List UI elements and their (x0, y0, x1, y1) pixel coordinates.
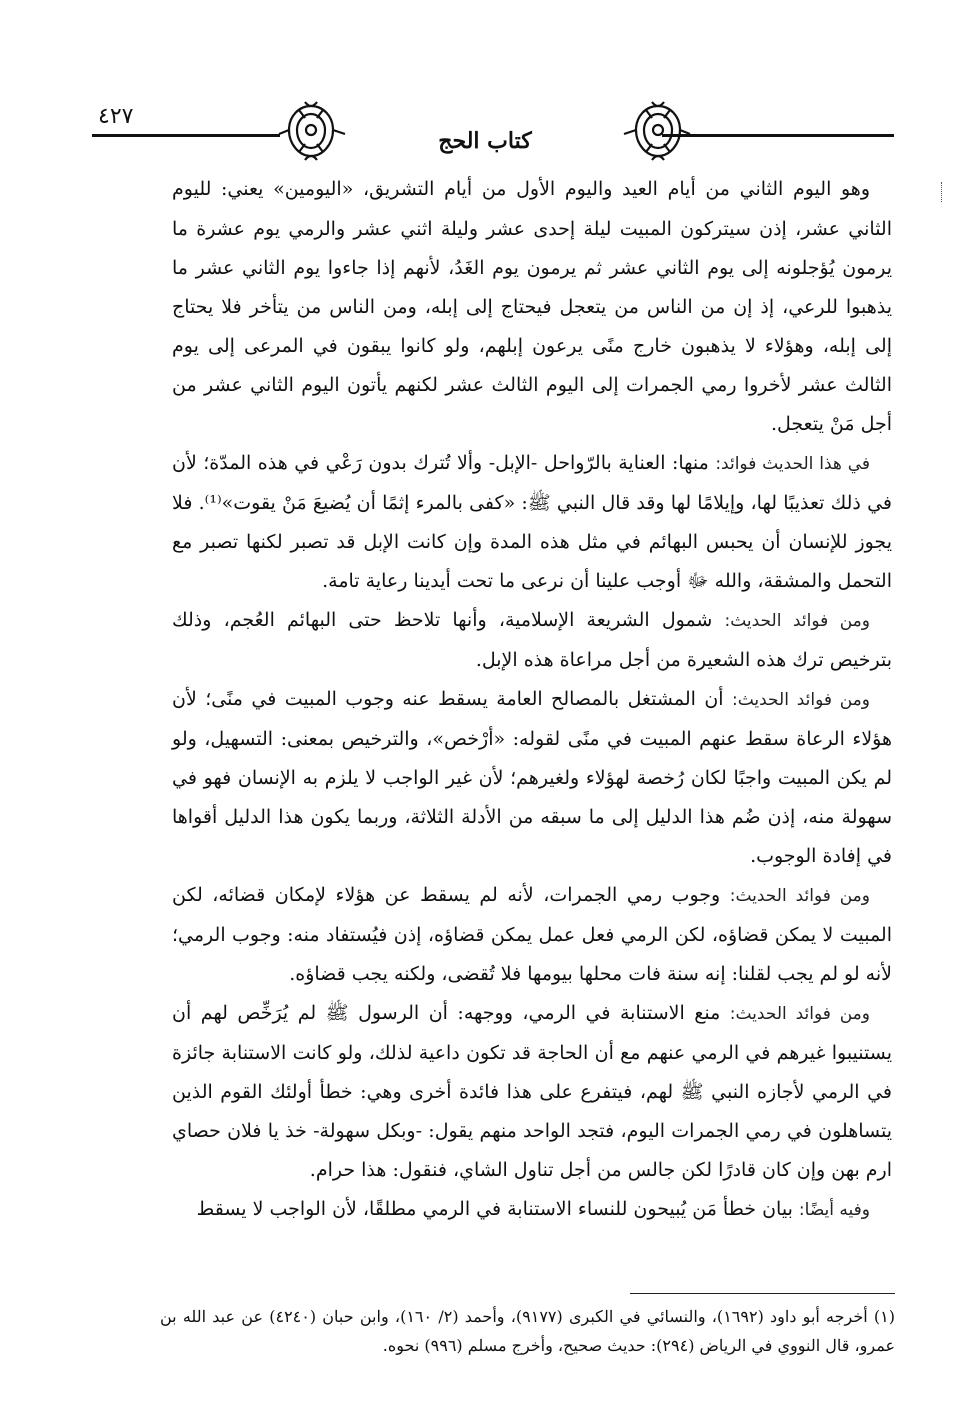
margin-mark (941, 182, 944, 202)
body-text (172, 170, 892, 1230)
paragraph-text: شمول الشريعة الإسلامية، وأنها تلاحظ حتى البهائم العُجم، وذلك بترخيص ترك هذه الشعيرة من أجل مراعاة هذه الإبل. (172, 609, 892, 671)
paragraph-4 (172, 680, 892, 876)
ornament-right-icon (622, 100, 694, 164)
paragraph-1 (172, 170, 892, 444)
paragraph-text: وجوب رمي الجمرات، لأنه لم يسقط عن هؤلاء لإمكان قضائه، لكن المبيت لا يمكن قضاؤه، لكن الرمي فعل عمل يمكن قضاؤه، إذن فيُستفاد منه: وجوب الرمي؛ لأنه لو لم يجب لقلنا: إنه سنة فات محلها بيومها فلا تُقضى، ولكنه يجب قضاؤه. (172, 884, 892, 985)
header-rule-left (92, 134, 280, 137)
page-header (80, 100, 900, 160)
paragraph-3 (172, 601, 892, 680)
paragraph-lead: ومن فوائد الحديث: (724, 611, 870, 631)
paragraph-6 (172, 994, 892, 1190)
paragraph-lead: ومن فوائد الحديث: (731, 690, 870, 710)
paragraph-text: منها: العناية بالرّواحل -الإبل- وألا تُترك بدون رَعْي في هذه المدّة؛ لأن في ذلك تعذيبًا لها، وإيلامًا لها وقد قال النبي ﷺ: «كفى بالمرء إثمًا أن يُضيعَ مَنْ يقوت»⁽¹⁾. فلا يجوز للإنسان أن يحبس البهائم في مثل هذه المدة وإن كانت الإبل قد تصبر لكنها تصبر مع التحمل والمشقة، والله ﷻ أوجب علينا أن نرعى ما تحت أيدينا رعاية تامة. (172, 452, 893, 592)
running-title: كتاب الحج (438, 128, 532, 154)
paragraph-text: منع الاستنابة في الرمي، ووجهه: أن الرسول ﷺ لم يُرَخِّص لهم أن يستنيبوا غيرهم في الرمي عنهم مع أن الحاجة قد تكون داعية لذلك، ولو كانت الاستنابة جائزة في الرمي لأجازه النبي ﷺ لهم، فيتفرع على هذا فائدة أخرى وهي: خطأ أولئك القوم الذين يتساهلون في رمي الجمرات اليوم، فتجد الواحد منهم يقول: -وبكل سهولة- خذ يا فلان حصاي ارم بهن وإن كان قادرًا لكن جالس من أجل تناول الشاي، فنقول: هذا حرام. (172, 1002, 892, 1181)
paragraph-7 (172, 1190, 892, 1230)
footnote-divider (630, 1293, 895, 1294)
paragraph-lead: ومن فوائد الحديث: (729, 1004, 870, 1024)
paragraph-2 (172, 444, 892, 601)
footnote-1: (١) أخرجه أبو داود (١٦٩٢)، والنسائي في الكبرى (٩١٧٧)، وأحمد (٢/ ١٦٠)، وابن حبان (٤٢٤٠) عن عبد الله بن عمرو، قال النووي في الرياض (٢٩٤): حديث صحيح، وأخرج مسلم (٩٩٦) نحوه. (160, 1307, 896, 1355)
paragraph-text: وهو اليوم الثاني من أيام العيد واليوم الأول من أيام التشريق، «اليومين» يعني: لليوم الثاني عشر، إذن سيتركون المبيت ليلة إحدى عشر وليلة اثني عشر والرمي يوم عشرة ما يرمون يُؤجلونه إلى يوم الثاني عشر ثم يرمون يوم الغَدُ، لأنهم إذا جاءوا يوم الثاني عشر ما يذهبوا للرعي، إذ إن من الناس من يتعجل فيحتاج إلى إبله، ومن الناس من يتأخر فلا يحتاج إلى إبله، وهؤلاء لا يذهبون خارج منًى يرعون إبلهم، ولو كانوا يبقون في المرعى إلى يوم الثالث عشر لأخروا رمي الجمرات إلى اليوم الثالث عشر لكنهم يأتون اليوم الثاني عشر من أجل مَنْ يتعجل. (172, 178, 892, 435)
page-number: ٤٢٧ (98, 104, 134, 129)
header-rule-right (662, 134, 894, 137)
ornament-left-icon (275, 100, 347, 164)
footnotes (160, 1302, 895, 1360)
paragraph-text: بيان خطأ مَن يُبيحون للنساء الاستنابة في الرمي مطلقًا، لأن الواجب لا يسقط (196, 1198, 799, 1220)
paragraph-lead: وفيه أيضًا: (798, 1200, 870, 1220)
paragraph-lead: ومن فوائد الحديث: (729, 886, 870, 906)
paragraph-text: أن المشتغل بالمصالح العامة يسقط عنه وجوب المبيت في منًى؛ لأن هؤلاء الرعاة سقط عنهم المبيت في منًى لقوله: «أرْخص»، والترخيص بمعنى: التسهيل، ولو لم يكن المبيت واجبًا لكان رُخصة لهؤلاء ولغيرهم؛ لأن غير الواجب لا يلزم به الإنسان فهو في سهولة منه، إذن ضُم هذا الدليل إلى ما سبقه من الأدلة الثلاثة، وربما يكون هذا الدليل أقواها في إفادة الوجوب. (172, 688, 892, 867)
paragraph-5 (172, 876, 892, 994)
paragraph-lead: في هذا الحديث فوائد: (715, 454, 870, 474)
